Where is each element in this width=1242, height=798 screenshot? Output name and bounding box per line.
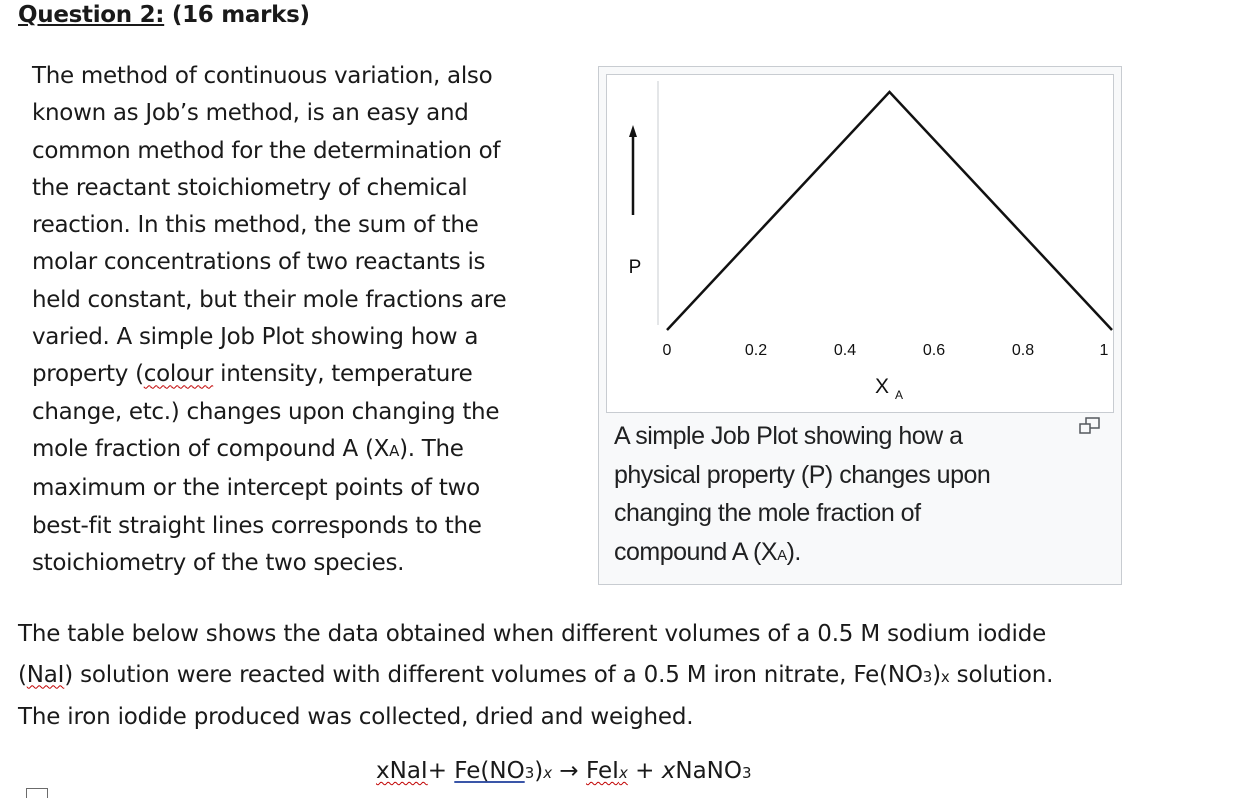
intro-text: mole fraction of compound A (X <box>32 435 390 462</box>
subscript-a: A <box>389 441 400 460</box>
intro-line: the reactant stoichiometry of chemical <box>32 174 468 201</box>
intro-text: ). The <box>399 435 464 462</box>
caption-text: compound A (X <box>614 538 778 567</box>
x-tick-label: 0 <box>662 342 672 359</box>
intro-line: change, etc.) changes upon changing the <box>32 398 500 425</box>
intro-line: common method for the determination of <box>32 137 501 164</box>
table-intro-text: solution. <box>949 661 1054 688</box>
intro-line: held constant, but their mole fractions are <box>32 286 507 313</box>
x-axis-label-subscript: A <box>895 388 904 402</box>
equation-plus: + <box>427 758 455 784</box>
job-plot-figure <box>598 66 1122 585</box>
x-tick-label: 1 <box>1099 342 1109 359</box>
intro-line: molar concentrations of two reactants is <box>32 249 486 276</box>
equation-product-1: FeI <box>586 758 619 784</box>
x-tick-label: 0.2 <box>744 342 768 359</box>
x-axis-label: X <box>874 375 890 398</box>
table-intro-paragraph <box>18 614 1228 738</box>
subscript-3: 3 <box>922 667 933 686</box>
caption-line: physical property (P) changes upon <box>614 460 991 489</box>
equation-product-2: NaNO <box>675 758 742 784</box>
x-tick-label: 0.8 <box>1011 342 1035 359</box>
caption-text: ). <box>786 538 801 567</box>
subscript-x: x <box>940 667 950 686</box>
plot-frame <box>606 74 1114 413</box>
intro-line <box>32 356 577 393</box>
question-marks: (16 marks) <box>164 2 310 28</box>
equation-reactant-1: xNaI <box>376 758 428 784</box>
intro-line: varied. A simple Job Plot showing how a <box>32 324 479 351</box>
x-tick-label: 0.4 <box>833 342 857 359</box>
intro-line: best-fit straight lines corresponds to the <box>32 512 482 539</box>
caption-line <box>614 533 1074 576</box>
equation-coefficient: x <box>661 758 676 784</box>
job-plot-chart <box>607 75 1113 412</box>
series-line-p <box>667 92 1112 330</box>
intro-paragraph <box>32 58 577 582</box>
table-intro-text: ) solution were reacted with different volumes of a 0.5 M iron nitrate, Fe(NO <box>64 661 923 688</box>
equation-reactant-2: Fe(NO <box>454 758 525 784</box>
equation-subscript: 3 <box>741 764 752 782</box>
table-intro-line: The table below shows the data obtained when different volumes of a 0.5 M sodium iodide <box>18 621 1047 647</box>
table-intro-text: ) <box>932 661 941 688</box>
caption-line: A simple Job Plot showing how a <box>614 422 963 450</box>
intro-text: intensity, temperature <box>213 361 473 388</box>
intro-text: property ( <box>32 361 144 388</box>
equation-subscript: 3 <box>524 764 535 782</box>
question-heading <box>18 2 310 28</box>
question-label: Question 2: <box>18 2 165 28</box>
intro-line <box>32 431 577 470</box>
y-axis-arrow-head <box>629 125 637 137</box>
object-anchor-icon[interactable] <box>26 788 48 798</box>
equation-text: ) <box>534 758 544 784</box>
intro-line: known as Job’s method, is an easy and <box>32 100 469 127</box>
spellcheck-word: NaI <box>26 661 65 688</box>
caption-subscript: A <box>777 547 787 565</box>
equation-arrow: → <box>552 758 587 784</box>
intro-line: maximum or the intercept points of two <box>32 475 480 502</box>
table-intro-line <box>18 655 1228 698</box>
reaction-equation <box>376 758 752 784</box>
enlarge-icon[interactable] <box>1079 417 1101 435</box>
intro-line: The method of continuous variation, also <box>32 63 493 89</box>
figure-caption <box>614 417 1074 576</box>
equation-subscript: x <box>618 764 628 782</box>
y-axis-label: P <box>628 257 642 278</box>
equation-plus: + <box>627 758 662 784</box>
intro-line: reaction. In this method, the sum of the <box>32 212 479 239</box>
equation-subscript: x <box>543 764 553 782</box>
table-intro-line: The iron iodide produced was collected, dried and weighed. <box>18 704 694 730</box>
caption-line: changing the mole fraction of <box>614 499 921 528</box>
table-intro-text: ( <box>18 661 27 688</box>
intro-line: stoichiometry of the two species. <box>32 549 405 576</box>
spellcheck-word: colour <box>143 361 214 388</box>
x-tick-label: 0.6 <box>922 342 946 359</box>
